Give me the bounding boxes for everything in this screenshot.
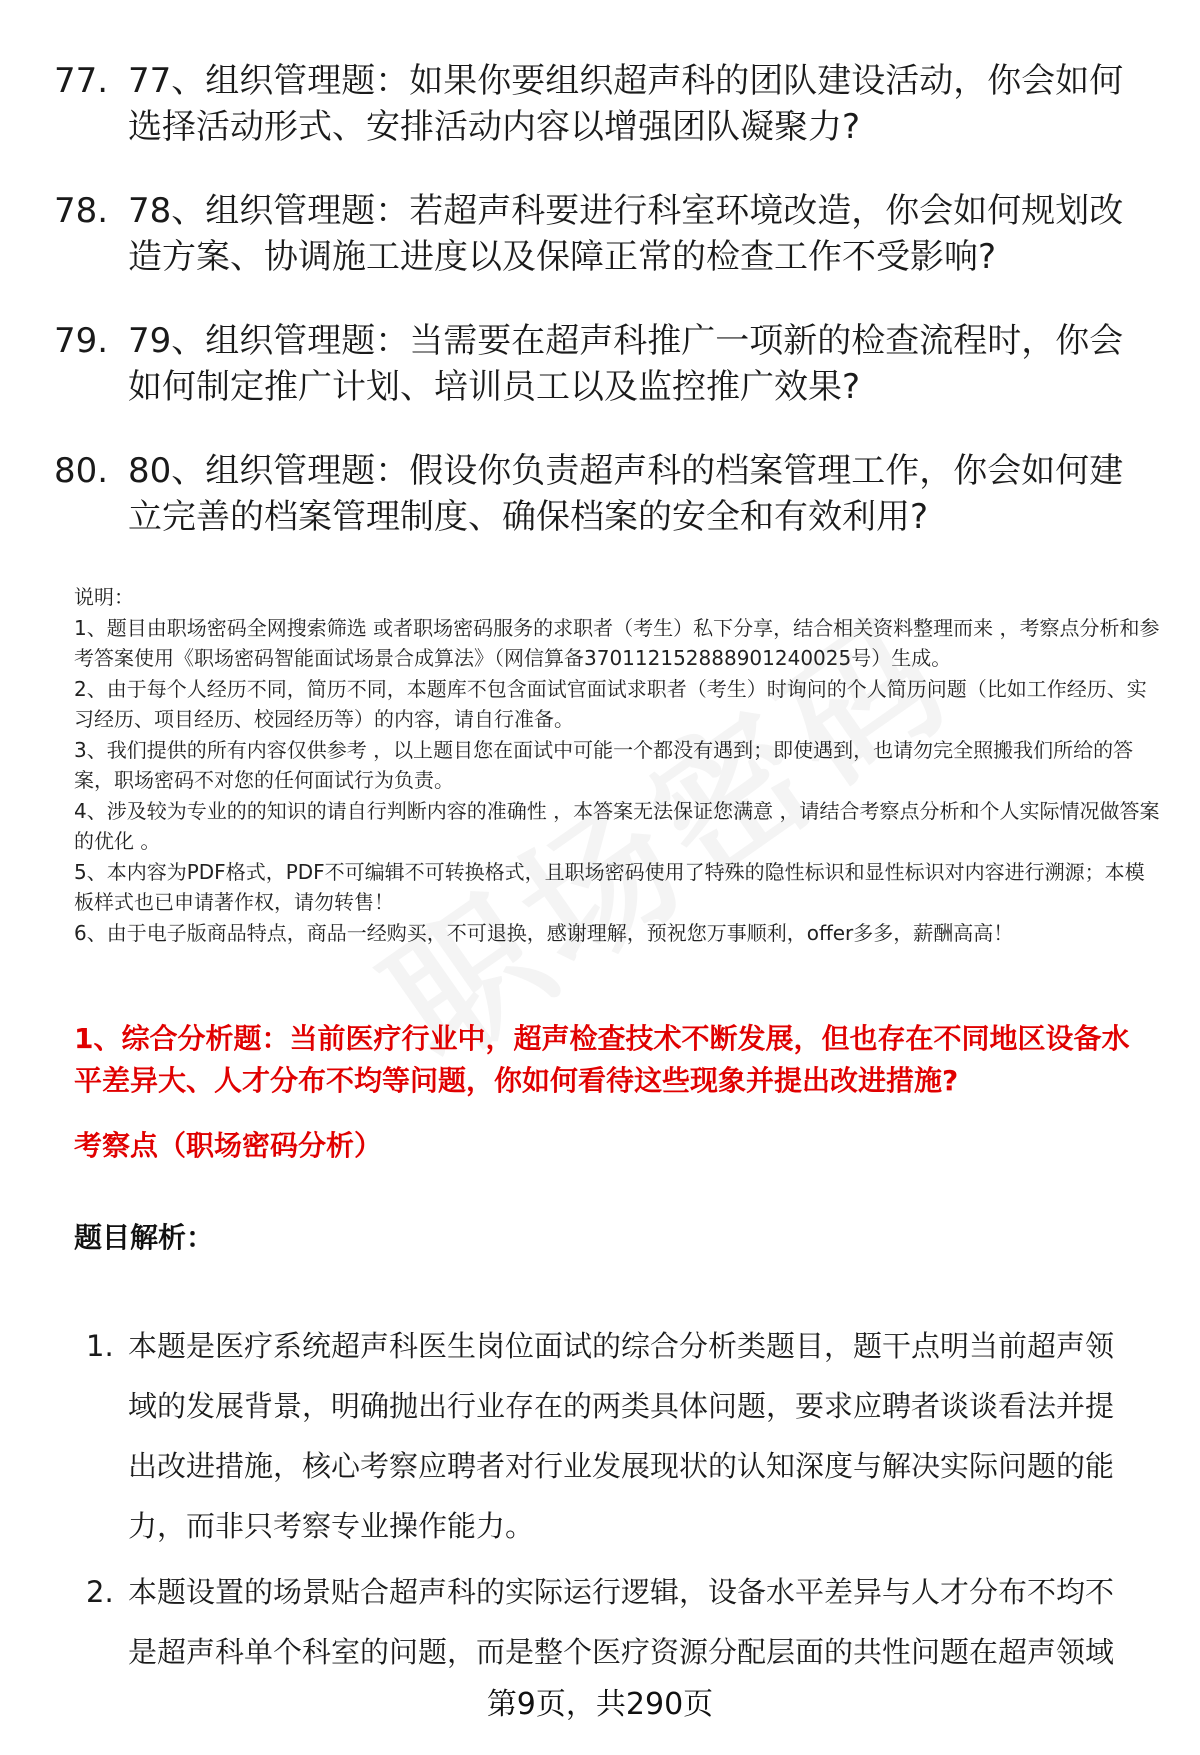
question-list [0, 58, 1200, 578]
topic-title: 1、综合分析题：当前医疗行业中，超声检查技术不断发展，但也存在不同地区设备水平差异大、人才分布不均等问题，你如何看待这些现象并提出改进措施? [74, 1022, 1130, 1097]
question-item [0, 188, 1200, 280]
question-text: 79、组织管理题：当需要在超声科推广一项新的检查流程时，你会如何制定推广计划、培训员工以及监控推广效果? [128, 321, 1124, 407]
page-footer: 第9页，共290页 [486, 1687, 714, 1722]
question-text: 80、组织管理题：假设你负责超声科的档案管理工作，你会如何建立完善的档案管理制度、确保档案的安全和有效利用? [128, 451, 1124, 537]
question-text: 78、组织管理题：若超声科要进行科室环境改造，你会如何规划改造方案、协调施工进度以及保障正常的检查工作不受影响? [128, 191, 1124, 277]
notes-section [74, 582, 1164, 948]
topic-subtitle: 考察点（职场密码分析） [74, 1129, 383, 1162]
analysis-item [0, 1562, 1200, 1682]
analysis-number: 2. [86, 1575, 114, 1609]
note-item: 5、本内容为PDF格式，PDF不可编辑不可转换格式，且职场密码使用了特殊的隐性标识和显性标识对内容进行溯源；本模板样式也已申请著作权，请勿转售！ [74, 859, 1145, 914]
question-text: 77、组织管理题：如果你要组织超声科的团队建设活动，你会如何选择活动形式、安排活动内容以增强团队凝聚力? [128, 61, 1124, 147]
analysis-text: 本题是医疗系统超声科医生岗位面试的综合分析类题目，题干点明当前超声领域的发展背景，明确抛出行业存在的两类具体问题，要求应聘者谈谈看法并提出改进措施，核心考察应聘者对行业发展现状的认知深度与解决实际问题的能力，而非只考察专业操作能力。 [128, 1329, 1115, 1543]
note-item: 1、题目由职场密码全网搜索筛选 或者职场密码服务的求职者（考生）私下分享，结合相关资料整理而来 ，考察点分析和参考答案使用《职场密码智能面试场景合成算法》（网信算备370112152888901240025号）生成。 [74, 615, 1160, 670]
analysis-heading: 题目解析： [74, 1221, 215, 1254]
notes-heading: 说明： [74, 585, 134, 609]
question-number: 77. [54, 61, 109, 101]
analysis-item [0, 1316, 1200, 1556]
question-item [0, 448, 1200, 540]
note-item: 6、由于电子版商品特点，商品一经购买，不可退换，感谢理解，预祝您万事顺利，offer多多，薪酬高高！ [74, 920, 1014, 945]
note-item: 4、涉及较为专业的的知识的请自行判断内容的准确性 ，本答案无法保证您满意 ，请结合考察点分析和个人实际情况做答案的优化 。 [74, 798, 1160, 853]
analysis-number: 1. [86, 1329, 114, 1363]
question-item [0, 58, 1200, 150]
analysis-list [0, 1316, 1200, 1688]
question-number: 78. [54, 191, 109, 231]
note-item: 3、我们提供的所有内容仅供参考 ，以上题目您在面试中可能一个都没有遇到；即使遇到，也请勿完全照搬我们所给的答案，职场密码不对您的任何面试行为负责。 [74, 737, 1134, 792]
question-item [0, 318, 1200, 410]
note-item: 2、由于每个人经历不同，简历不同，本题库不包含面试官面试求职者（考生）时询问的个人简历问题（比如工作经历、实习经历、项目经历、校园经历等）的内容，请自行准备。 [74, 676, 1147, 731]
analysis-text: 本题设置的场景贴合超声科的实际运行逻辑，设备水平差异与人才分布不均不是超声科单个科室的问题，而是整个医疗资源分配层面的共性问题在超声领域 [128, 1575, 1115, 1669]
question-number: 79. [54, 321, 109, 361]
question-number: 80. [54, 451, 109, 491]
